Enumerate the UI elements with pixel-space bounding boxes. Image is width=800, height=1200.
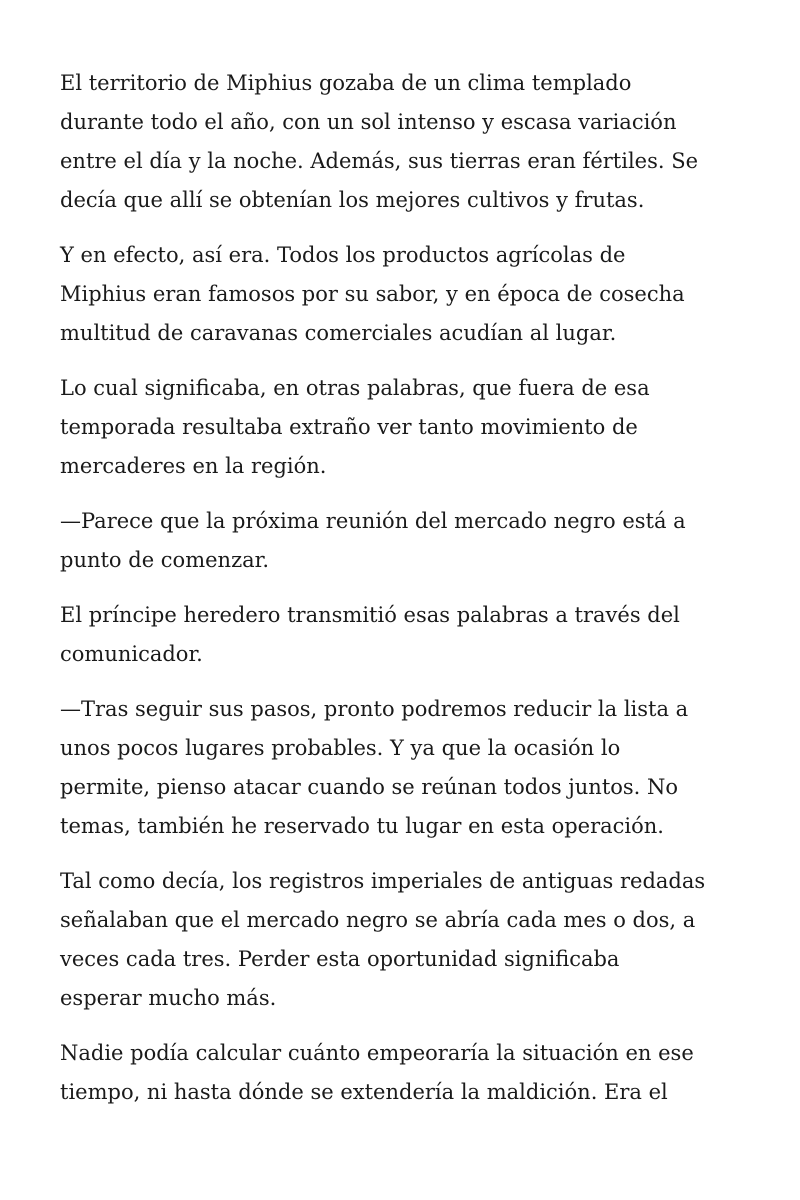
paragraph [60, 690, 750, 846]
paragraph [60, 236, 750, 353]
text-line: punto de comenzar. [60, 548, 270, 572]
text-line: decía que allí se obtenían los mejores cultivos y frutas. [60, 188, 645, 212]
text-line: comunicador. [60, 642, 203, 666]
text-line: —Parece que la próxima reunión del mercado negro está a [60, 509, 686, 533]
text-line: —Tras seguir sus pasos, pronto podremos reducir la lista a [60, 697, 689, 721]
text-line: permite, pienso atacar cuando se reúnan todos juntos. No [60, 775, 679, 799]
paragraph [60, 502, 750, 580]
paragraph [60, 596, 750, 674]
text-line: mercaderes en la región. [60, 454, 327, 478]
paragraph [60, 64, 750, 220]
text-line: El territorio de Miphius gozaba de un clima templado [60, 71, 632, 95]
text-line: Lo cual significaba, en otras palabras, que fuera de esa [60, 376, 650, 400]
text-line: esperar mucho más. [60, 986, 277, 1010]
text-line: multitud de caravanas comerciales acudían al lugar. [60, 321, 617, 345]
text-line: Nadie podía calcular cuánto empeoraría la situación en ese [60, 1041, 694, 1065]
paragraph [60, 369, 750, 486]
text-line: señalaban que el mercado negro se abría cada mes o dos, a [60, 908, 696, 932]
text-line: temas, también he reservado tu lugar en esta operación. [60, 814, 664, 838]
text-line: temporada resultaba extraño ver tanto movimiento de [60, 415, 638, 439]
text-line: El príncipe heredero transmitió esas palabras a través del [60, 603, 680, 627]
paragraph [60, 1034, 750, 1112]
paragraph [60, 862, 750, 1018]
text-line: entre el día y la noche. Además, sus tierras eran fértiles. Se [60, 149, 699, 173]
text-line: Tal como decía, los registros imperiales de antiguas redadas [60, 869, 706, 893]
text-line: Y en efecto, así era. Todos los productos agrícolas de [60, 243, 626, 267]
text-line: veces cada tres. Perder esta oportunidad significaba [60, 947, 620, 971]
text-line: tiempo, ni hasta dónde se extendería la maldición. Era el [60, 1080, 668, 1104]
text-line: Miphius eran famosos por su sabor, y en época de cosecha [60, 282, 685, 306]
text-line: unos pocos lugares probables. Y ya que la ocasión lo [60, 736, 621, 760]
text-column [60, 64, 750, 1128]
text-line: durante todo el año, con un sol intenso y escasa variación [60, 110, 677, 134]
